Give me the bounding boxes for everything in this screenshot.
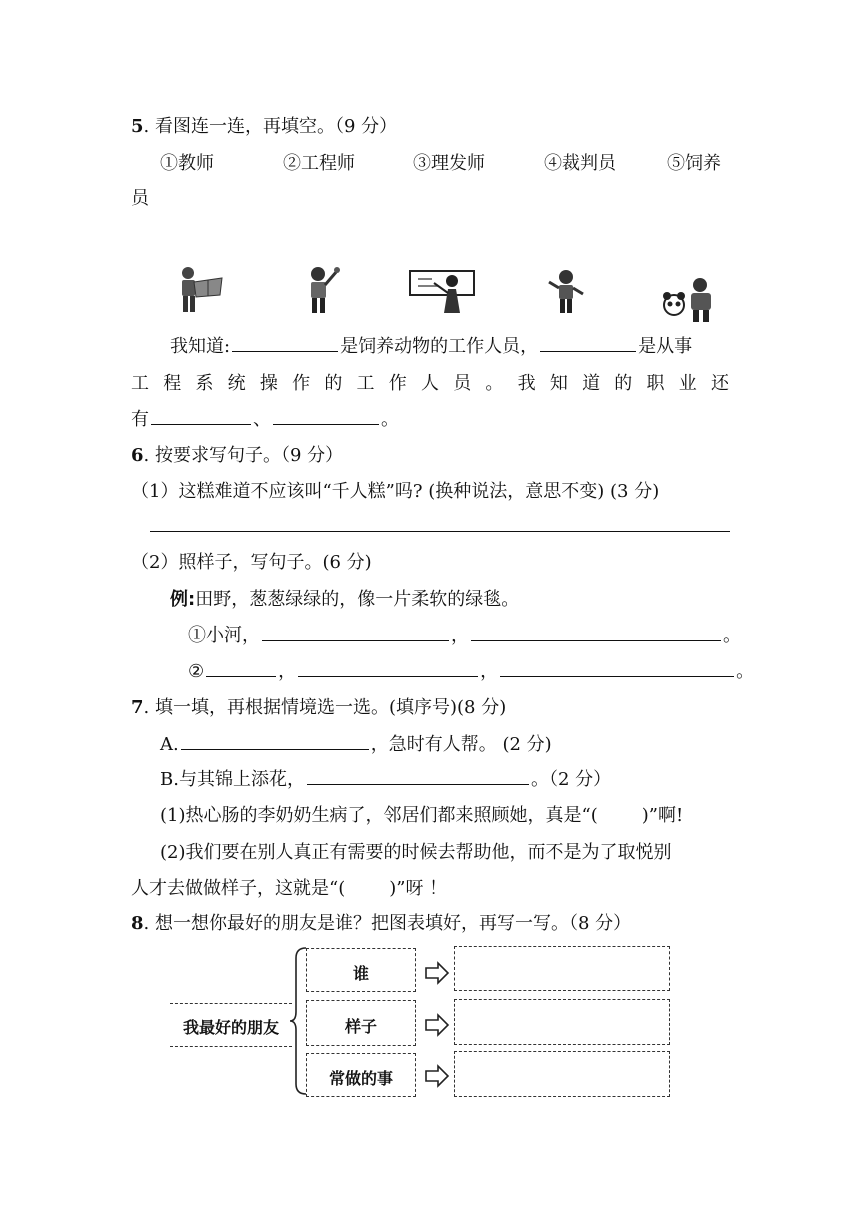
char: 知 [549,373,568,394]
q5-fill3-prefix: 有 [131,409,149,430]
q7-blank-b[interactable] [307,766,529,785]
q5-option-1: ①教师 [160,153,214,174]
q5-fill1-suffix: 是从事 [638,336,693,357]
q6-example [170,585,519,611]
char: 业 [678,373,697,394]
referee-icon [546,268,586,316]
q8-answer-box-things[interactable] [454,1051,670,1097]
q7-situation-2b [131,874,447,900]
q5-blank-engineer[interactable] [540,333,636,352]
char: 职 [646,373,665,394]
q5-option-5-wrap: 员 [131,188,149,209]
q7-situation-2: (2)我们要在别人真正有需要的时候去帮助他，而不是为了取悦别 [160,842,672,863]
char: 员 [453,373,472,394]
char: 人 [420,373,439,394]
q6-line2-prefix: ② [188,661,205,682]
q6-comma: ， [278,661,297,682]
q5-fill1-mid: 是饲养动物的工作人员， [340,336,539,357]
q7-stem-text: . 填一填，再根据情境选一选。(填序号)(8 分) [143,697,507,718]
char: 系 [195,373,214,394]
q7-a-prefix: A. [160,734,179,755]
char: 工 [356,373,375,394]
q7-s2b-suffix: )”呀 ！ [389,878,448,899]
q7-situation-1 [160,801,683,827]
q8-row-label-who: 谁 [352,964,369,983]
person-with-map-icon [170,265,226,315]
q8-answer-box-who[interactable] [454,946,670,991]
q7-b-prefix: B.与其锦上添花， [160,769,305,790]
q7-s2b-prefix: 人才去做做样子，这就是“( [131,878,346,899]
char: 的 [324,373,343,394]
q5-option-5: ⑤饲养 [667,153,721,174]
q8-answer-box-look[interactable] [454,999,670,1045]
q5-fill-line-3 [131,405,399,431]
q6-comma: ， [451,625,469,646]
char: 作 [292,373,311,394]
q8-stem [131,909,631,935]
char: 。 [485,373,504,394]
q6-blank-1a[interactable] [262,622,449,641]
q5-stem-text: . 看图连一连，再填空。（9 分） [143,116,398,137]
q5-option-2: ②工程师 [283,153,355,174]
char: 还 [710,373,729,394]
q7-b-suffix: 。（2 分） [530,769,612,790]
q5-number: 5 [131,116,144,137]
q6-number: 6 [131,445,144,466]
q6-example-text: 田野，葱葱绿绿的，像一片柔软的绿毯。 [195,589,520,610]
q7-s1-suffix: )”啊! [641,805,684,826]
q6-answer-line[interactable] [150,531,730,532]
q6-blank-2c[interactable] [500,658,734,677]
q6-stem [131,441,343,467]
q5-fill-line-2 [131,369,729,395]
q5-fill3-end: 。 [381,409,399,430]
q7-blank-a[interactable] [181,731,369,750]
q6-line-2 [188,657,754,683]
right-arrow-icon [424,1064,450,1088]
q7-a-suffix: ，急时有人帮。 (2 分) [370,734,552,755]
keeper-with-panda-icon [660,277,728,323]
q7-s1-prefix: (1)热心肠的李奶奶生病了，邻居们都来照顾她，真是“( [160,805,598,826]
char: 作 [388,373,407,394]
q6-blank-2b[interactable] [298,658,478,677]
char: 统 [227,373,246,394]
q7-item-a [160,730,552,756]
q8-stem-text: . 想一想你最好的朋友是谁？把图表填好，再写一写。（8 分） [143,913,632,934]
q6-end: 。 [736,661,755,682]
char: 工 [131,373,149,394]
q5-blank-job-1[interactable] [151,406,251,425]
teacher-at-board-icon [408,267,476,315]
q5-option-4: ④裁判员 [544,153,616,174]
q6-comma: ， [480,661,499,682]
q5-option-3: ③理发师 [413,153,485,174]
q6-stem-text: . 按要求写句子。（9 分） [143,445,344,466]
char: 我 [517,373,536,394]
q8-brace [288,946,308,1096]
q8-row-label-things: 常做的事 [328,1069,393,1088]
right-arrow-icon [424,961,450,985]
char: 道 [582,373,601,394]
person-waving-icon [303,265,343,315]
q7-stem [131,693,506,719]
char: 操 [259,373,278,394]
q6-part-1: （1）这糕难道不应该叫“千人糕”吗? (换种说法，意思不变) (3 分) [131,481,660,502]
q6-line-1 [188,621,741,647]
q5-fill3-sep: 、 [253,409,271,430]
q6-part-2: （2）照样子，写句子。(6 分) [131,552,372,573]
q6-blank-1b[interactable] [471,622,721,641]
char: 的 [614,373,633,394]
q6-line1-prefix: ①小河， [188,625,260,646]
right-arrow-icon [424,1013,450,1037]
q5-blank-job-2[interactable] [273,406,379,425]
q7-item-b [160,765,611,791]
q6-end: 。 [723,625,741,646]
q6-blank-2a[interactable] [206,658,276,677]
char: 程 [163,373,182,394]
q5-stem [131,112,397,138]
q6-example-label: 例: [170,589,196,610]
q8-root-label: 我最好的朋友 [182,1018,279,1037]
q8-number: 8 [131,913,144,934]
q8-row-label-look: 样子 [344,1017,377,1036]
q7-number: 7 [131,697,144,718]
q5-fill1-prefix: 我知道: [170,336,231,357]
q5-blank-keeper[interactable] [232,333,338,352]
q5-fill-line-1 [170,332,692,358]
